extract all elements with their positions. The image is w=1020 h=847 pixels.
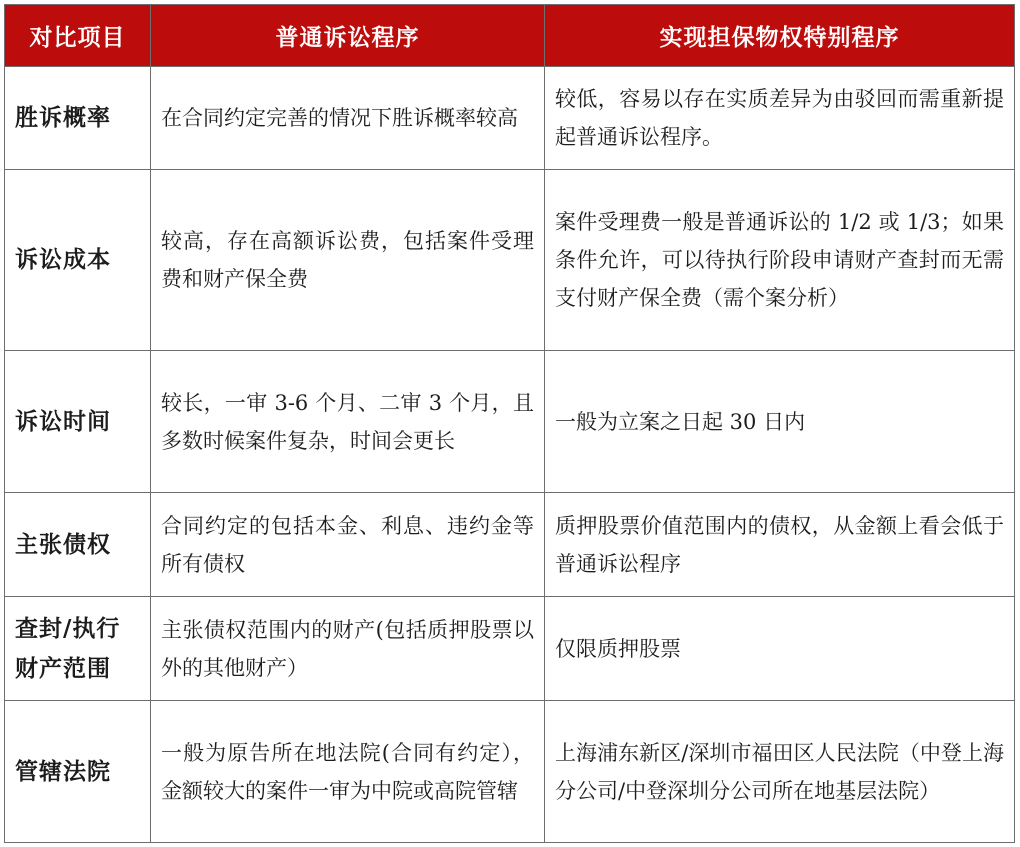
special-cell: 质押股票价值范围内的债权，从金额上看会低于普通诉讼程序 (545, 493, 1015, 597)
header-compare-item: 对比项目 (5, 5, 151, 67)
row-label: 诉讼成本 (5, 170, 151, 351)
table-row (5, 597, 1015, 701)
special-cell: 上海浦东新区/深圳市福田区人民法院（中登上海分公司/中登深圳分公司所在地基层法院） (545, 701, 1015, 843)
ordinary-cell: 主张债权范围内的财产(包括质押股票以外的其他财产） (151, 597, 545, 701)
row-label: 查封/执行财产范围 (5, 597, 151, 701)
table-row (5, 170, 1015, 351)
ordinary-cell: 一般为原告所在地法院(合同有约定），金额较大的案件一审为中院或高院管辖 (151, 701, 545, 843)
table-row (5, 493, 1015, 597)
ordinary-cell: 在合同约定完善的情况下胜诉概率较高 (151, 67, 545, 170)
header-row (5, 5, 1015, 67)
header-ordinary-procedure: 普通诉讼程序 (151, 5, 545, 67)
special-cell: 仅限质押股票 (545, 597, 1015, 701)
table-row (5, 701, 1015, 843)
row-label: 胜诉概率 (5, 67, 151, 170)
table-row (5, 351, 1015, 493)
row-label: 主张债权 (5, 493, 151, 597)
ordinary-cell: 较高，存在高额诉讼费，包括案件受理费和财产保全费 (151, 170, 545, 351)
table-row (5, 67, 1015, 170)
special-cell: 较低，容易以存在实质差异为由驳回而需重新提起普通诉讼程序。 (545, 67, 1015, 170)
header-special-procedure: 实现担保物权特别程序 (545, 5, 1015, 67)
row-label: 管辖法院 (5, 701, 151, 843)
special-cell: 案件受理费一般是普通诉讼的 1/2 或 1/3；如果条件允许，可以待执行阶段申请财产查封而无需支付财产保全费（需个案分析） (545, 170, 1015, 351)
ordinary-cell: 较长，一审 3-6 个月、二审 3 个月，且多数时候案件复杂，时间会更长 (151, 351, 545, 493)
row-label: 诉讼时间 (5, 351, 151, 493)
comparison-table (4, 4, 1015, 843)
special-cell: 一般为立案之日起 30 日内 (545, 351, 1015, 493)
ordinary-cell: 合同约定的包括本金、利息、违约金等所有债权 (151, 493, 545, 597)
